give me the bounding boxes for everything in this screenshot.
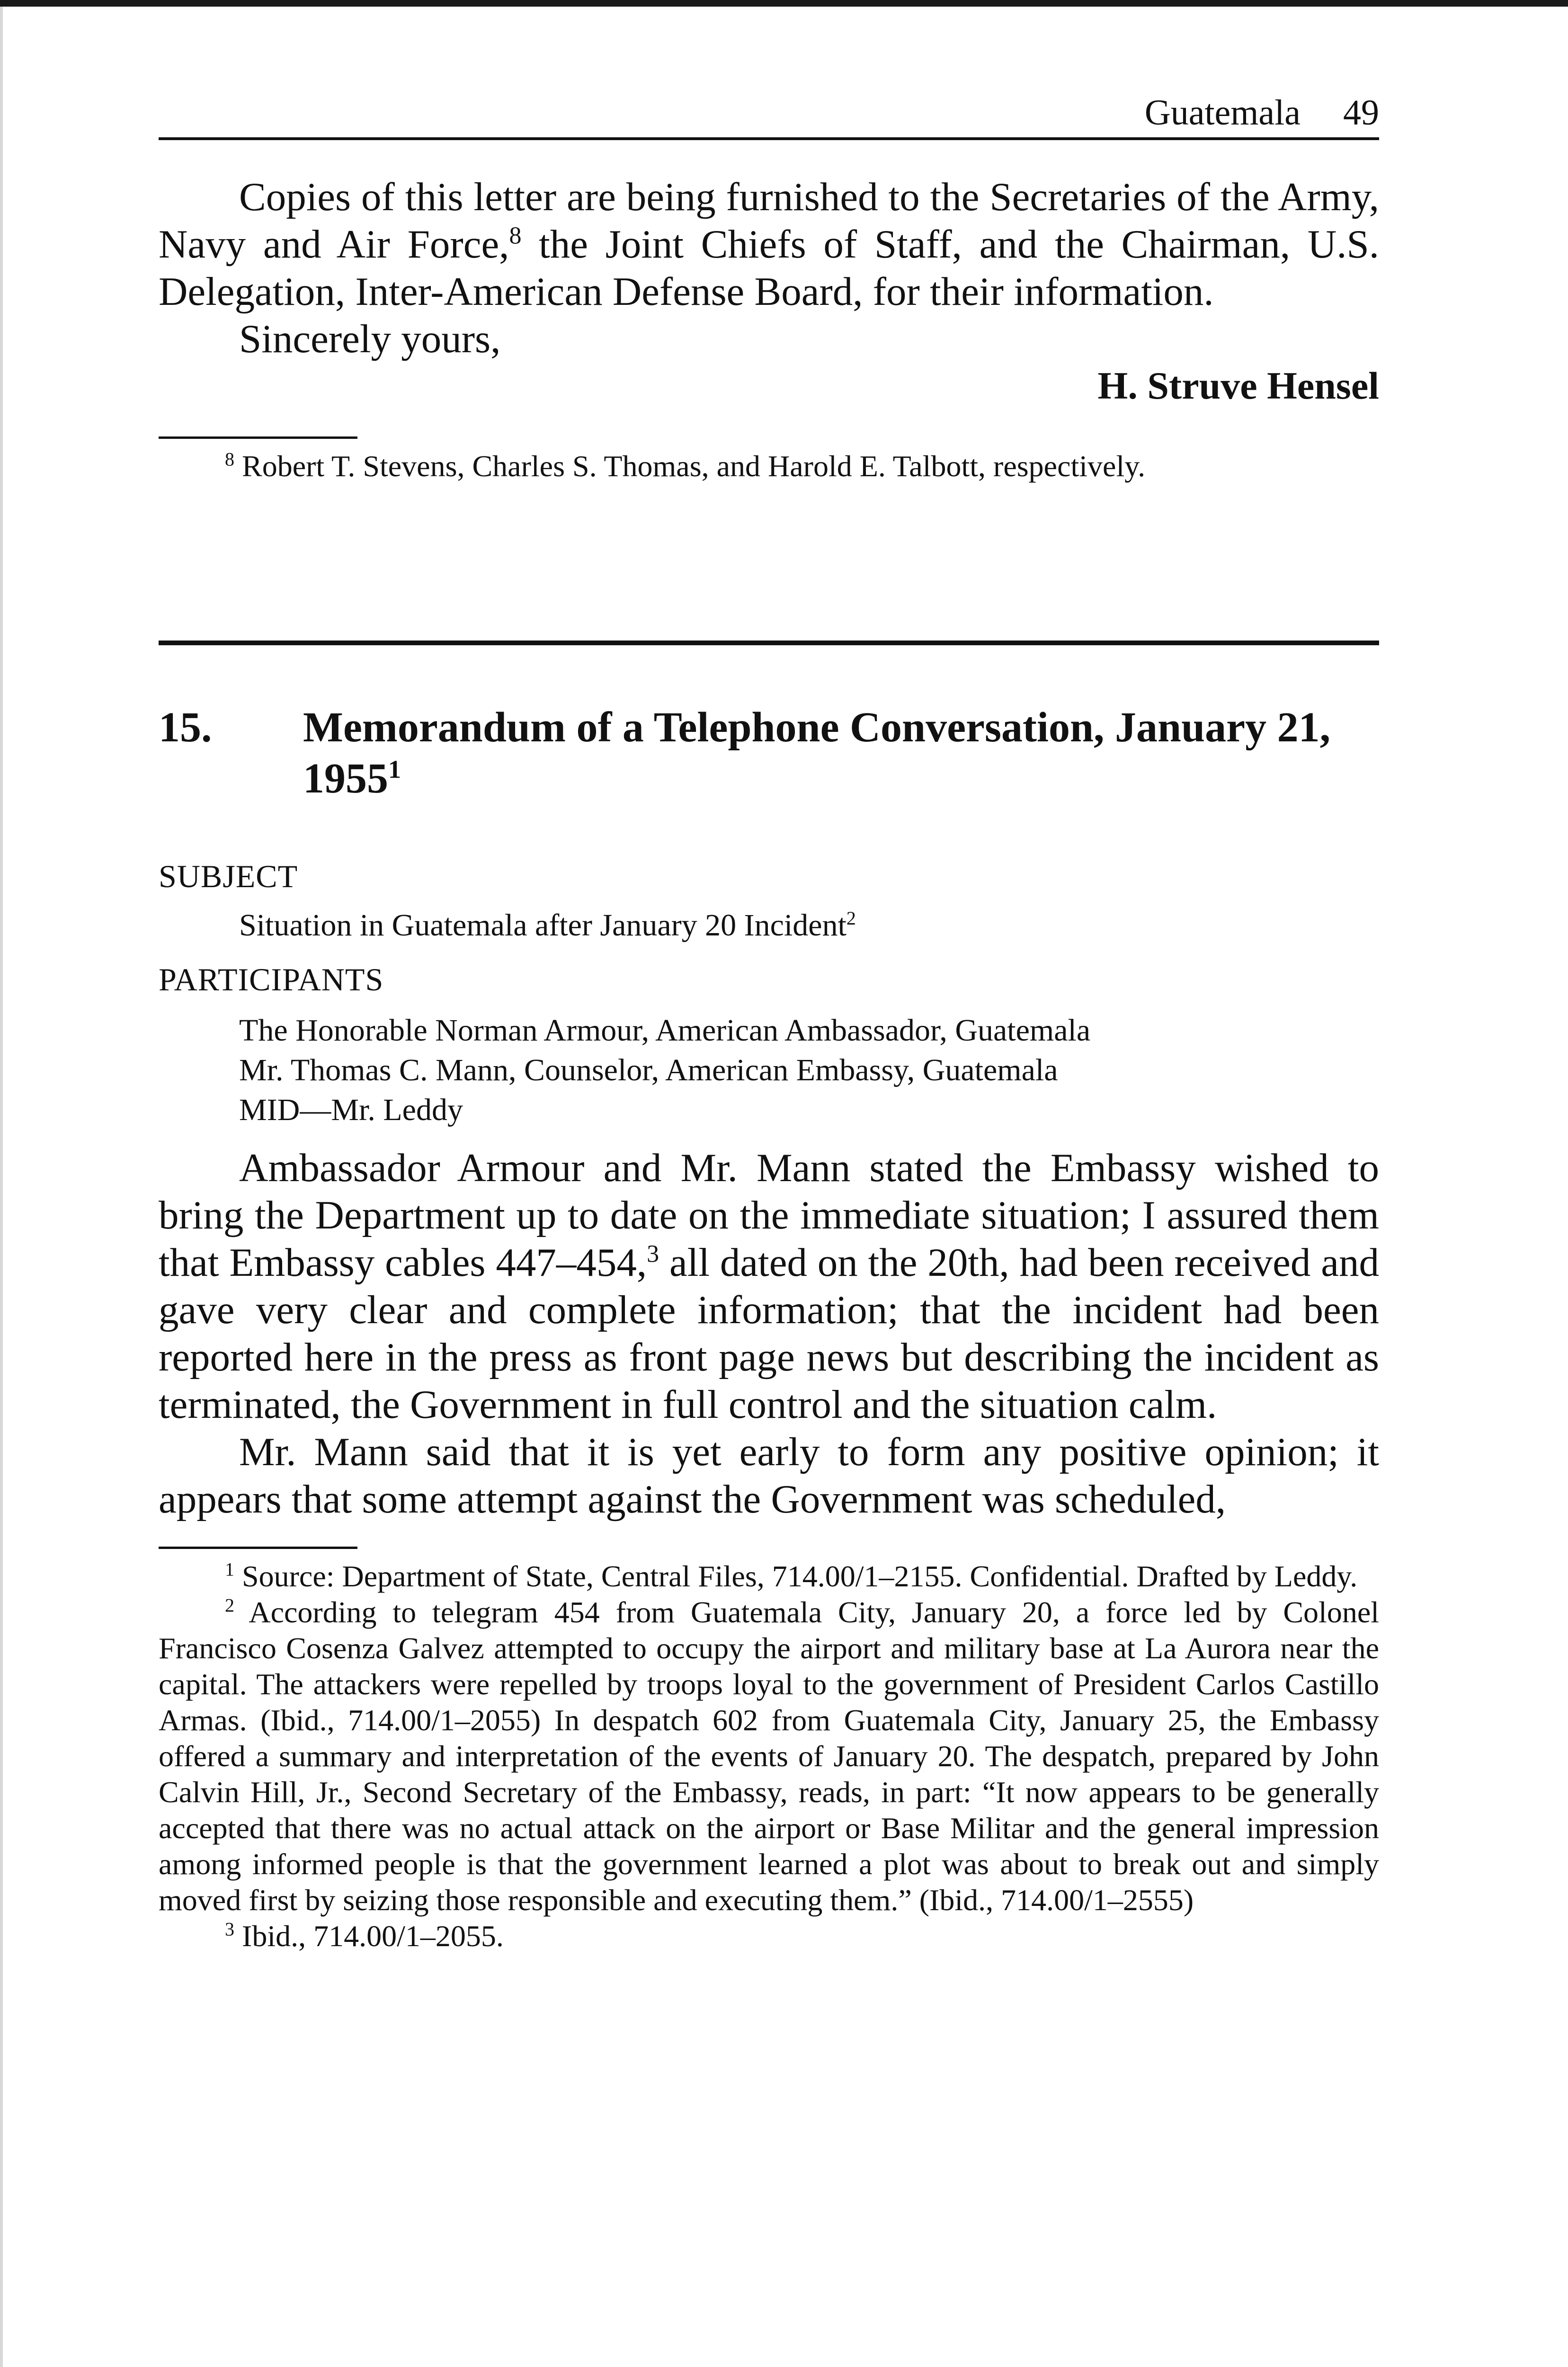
section-divider (159, 641, 1379, 645)
footnote-marker-1: 1 (225, 1558, 234, 1580)
document-heading (159, 702, 1385, 804)
memo-paragraph-2: Mr. Mann said that it is yet early to form any positive opinion; it appears that some attempt against the Government was scheduled, (159, 1430, 1379, 1522)
footnote-1-text: Source: Department of State, Central Files, 714.00/1–2155. Confidential. Drafted by Leddy. (242, 1559, 1358, 1593)
footnote-ref-2: 2 (846, 908, 856, 929)
footnote-ref-1: 1 (388, 755, 401, 783)
footnote-marker-3: 3 (225, 1918, 234, 1940)
running-head-title: Guatemala (1144, 93, 1301, 133)
memo-paragraph-1-part-b: all dated on the 20th, had been received and gave very clear and complete information; that the incident had been reported here in the press as front page news but describing the incident as terminated, the Government in full control and the situation calm. (159, 1240, 1379, 1427)
page (159, 95, 1385, 1954)
participant: Mr. Thomas C. Mann, Counselor, American Embassy, Guatemala (239, 1053, 1058, 1087)
participant: The Honorable Norman Armour, American Ambassador, Guatemala (239, 1013, 1091, 1048)
signature: H. Struve Hensel (1097, 364, 1379, 407)
footnote-2-text: According to telegram 454 from Guatemala City, January 20, a force led by Colonel Francisco Cosenza Galvez attempted to occupy the airport and military base at La Aurora near the capital. The attackers were repelled by troops loyal to the government of President Carlos Castillo Armas. (Ibid., 714.00/1–2055) In despatch 602 from Guatemala City, January 25, the Embassy offered a summary and interpretation of the events of January 20. The despatch, prepared by John Calvin Hill, Jr., Second Secretary of the Embassy, reads, in part: “It now appears to be generally accepted that there was no actual attack on the airport or Base Militar and the general impression among informed people is that the government learned a plot was about to break out and simply moved first by seizing those responsible and executing them.” (Ibid., 714.00/1–2555) (159, 1595, 1380, 1917)
subject-text (159, 906, 1385, 945)
footnote-rule (159, 436, 357, 439)
memo-paragraph-1-part-a: Ambassador Armour and Mr. Mann stated the Embassy wished to bring the Department up to date on the immediate situation; I assured them that Embassy cables 447–454, (159, 1146, 1379, 1285)
document-number: 15. (159, 704, 212, 751)
scan-left-edge (0, 7, 3, 2367)
footnote-marker-8: 8 (225, 448, 234, 470)
footnote-3 (159, 1918, 1379, 1954)
letter-paragraph-part-a: Copies of this letter are being furnished to the Secretaries of the Army, Navy and Air Force, (159, 175, 1379, 267)
footnote-ref-8: 8 (509, 222, 522, 249)
document-title (303, 702, 1385, 804)
participant: MID—Mr. Leddy (239, 1093, 463, 1127)
running-head (159, 95, 1379, 140)
letter-paragraph-part-b: the Joint Chiefs of Staff, and the Chairman, U.S. Delegation, Inter-American Defense Board, for their information. (159, 222, 1379, 314)
footnote-rule (159, 1547, 357, 1549)
footnote-8 (159, 448, 1385, 484)
footnote-ref-3: 3 (647, 1240, 659, 1268)
document-title-text: Memorandum of a Telephone Conversation, January 21, 1955 (303, 704, 1331, 802)
subject-label: SUBJECT (159, 858, 298, 894)
memo-paragraph-1 (159, 1144, 1379, 1428)
footnote-2 (159, 1594, 1379, 1918)
scan-top-edge (0, 0, 1568, 7)
letter-section (159, 173, 1379, 408)
footnotes (159, 1558, 1379, 1954)
footnote-marker-2: 2 (225, 1594, 234, 1616)
footnote-3-text: Ibid., 714.00/1–2055. (242, 1919, 504, 1953)
participants-label: PARTICIPANTS (159, 961, 384, 997)
letter-paragraph (159, 173, 1379, 315)
footnote-1 (159, 1558, 1379, 1594)
footnote-8-text: Robert T. Stevens, Charles S. Thomas, and Harold E. Talbott, respectively. (242, 449, 1146, 483)
letter-closing: Sincerely yours, (239, 317, 501, 361)
page-number: 49 (1343, 93, 1379, 133)
subject-text-content: Situation in Guatemala after January 20 Incident (239, 908, 846, 943)
participants-list (159, 1011, 1385, 1130)
memo-body (159, 1144, 1379, 1523)
